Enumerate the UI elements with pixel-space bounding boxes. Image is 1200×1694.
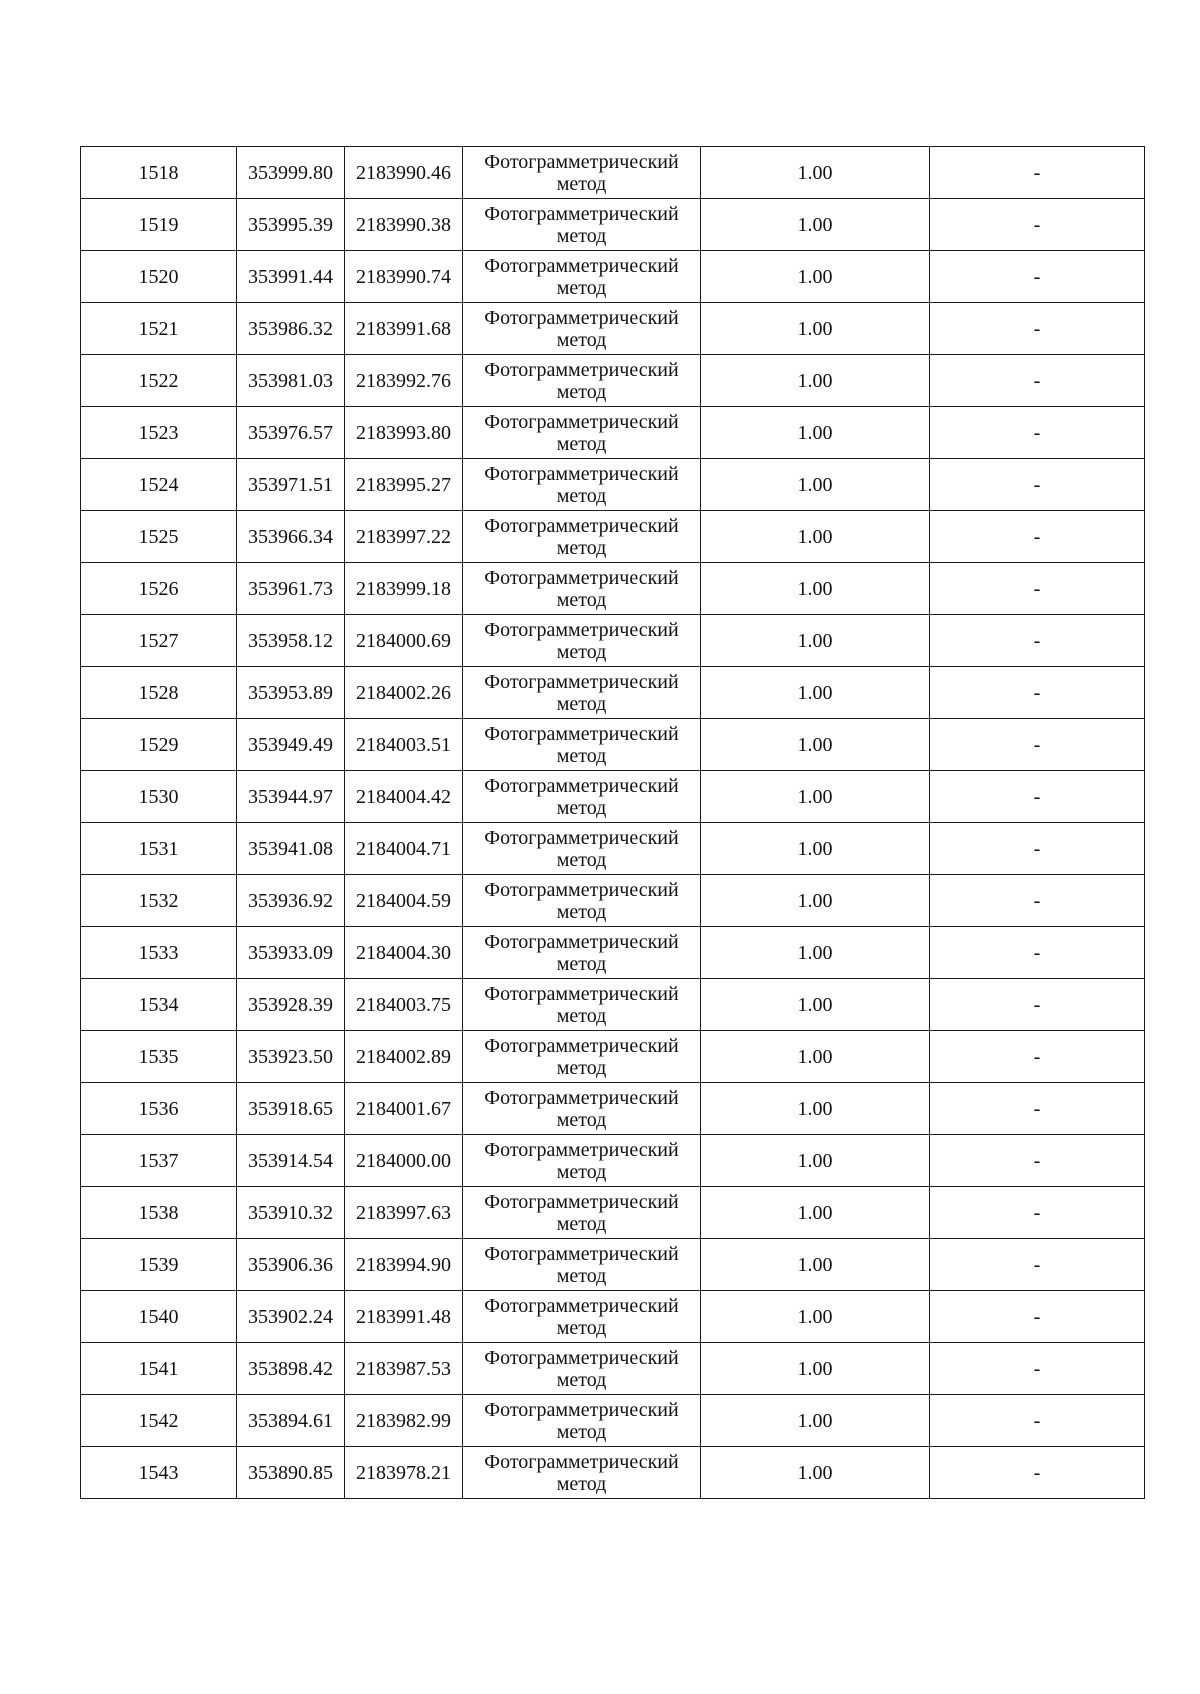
x-coordinate-cell: 353976.57 bbox=[237, 407, 345, 459]
note-cell: - bbox=[930, 1447, 1145, 1499]
method-cell bbox=[463, 1239, 701, 1291]
note-cell: - bbox=[930, 771, 1145, 823]
table-row bbox=[81, 719, 1145, 771]
accuracy-cell: 1.00 bbox=[701, 355, 930, 407]
accuracy-cell: 1.00 bbox=[701, 563, 930, 615]
note-cell: - bbox=[930, 1031, 1145, 1083]
method-cell bbox=[463, 1291, 701, 1343]
note-cell: - bbox=[930, 251, 1145, 303]
table-row bbox=[81, 979, 1145, 1031]
method-line-1: Фотограмметрический bbox=[484, 514, 679, 537]
y-coordinate-cell: 2184004.42 bbox=[345, 771, 463, 823]
y-coordinate-cell: 2183987.53 bbox=[345, 1343, 463, 1395]
table-row bbox=[81, 459, 1145, 511]
accuracy-cell: 1.00 bbox=[701, 1187, 930, 1239]
method-cell bbox=[463, 563, 701, 615]
method-line-2: метод bbox=[556, 588, 607, 611]
method-cell bbox=[463, 199, 701, 251]
method-line-1: Фотограмметрический bbox=[484, 670, 679, 693]
x-coordinate-cell: 353918.65 bbox=[237, 1083, 345, 1135]
method-cell bbox=[463, 1447, 701, 1499]
method-line-1: Фотограмметрический bbox=[484, 1294, 679, 1317]
method-cell bbox=[463, 511, 701, 563]
note-cell: - bbox=[930, 1135, 1145, 1187]
method-line-2: метод bbox=[556, 900, 607, 923]
y-coordinate-cell: 2183990.74 bbox=[345, 251, 463, 303]
point-number-cell: 1533 bbox=[81, 927, 237, 979]
point-number-cell: 1534 bbox=[81, 979, 237, 1031]
y-coordinate-cell: 2184004.71 bbox=[345, 823, 463, 875]
table-row bbox=[81, 355, 1145, 407]
x-coordinate-cell: 353933.09 bbox=[237, 927, 345, 979]
method-line-2: метод bbox=[556, 640, 607, 663]
method-line-2: метод bbox=[556, 224, 607, 247]
method-line-2: метод bbox=[556, 1212, 607, 1235]
x-coordinate-cell: 353966.34 bbox=[237, 511, 345, 563]
note-cell: - bbox=[930, 1291, 1145, 1343]
method-line-1: Фотограмметрический bbox=[484, 410, 679, 433]
table-row bbox=[81, 1083, 1145, 1135]
note-cell: - bbox=[930, 875, 1145, 927]
x-coordinate-cell: 353894.61 bbox=[237, 1395, 345, 1447]
method-cell bbox=[463, 979, 701, 1031]
point-number-cell: 1543 bbox=[81, 1447, 237, 1499]
y-coordinate-cell: 2183990.38 bbox=[345, 199, 463, 251]
accuracy-cell: 1.00 bbox=[701, 979, 930, 1031]
x-coordinate-cell: 353953.89 bbox=[237, 667, 345, 719]
point-number-cell: 1537 bbox=[81, 1135, 237, 1187]
x-coordinate-cell: 353923.50 bbox=[237, 1031, 345, 1083]
x-coordinate-cell: 353991.44 bbox=[237, 251, 345, 303]
y-coordinate-cell: 2183992.76 bbox=[345, 355, 463, 407]
method-line-2: метод bbox=[556, 1004, 607, 1027]
y-coordinate-cell: 2183991.68 bbox=[345, 303, 463, 355]
x-coordinate-cell: 353958.12 bbox=[237, 615, 345, 667]
point-number-cell: 1520 bbox=[81, 251, 237, 303]
accuracy-cell: 1.00 bbox=[701, 1447, 930, 1499]
y-coordinate-cell: 2183991.48 bbox=[345, 1291, 463, 1343]
note-cell: - bbox=[930, 667, 1145, 719]
note-cell: - bbox=[930, 979, 1145, 1031]
method-cell bbox=[463, 875, 701, 927]
method-line-2: метод bbox=[556, 796, 607, 819]
note-cell: - bbox=[930, 355, 1145, 407]
table-row bbox=[81, 511, 1145, 563]
y-coordinate-cell: 2183994.90 bbox=[345, 1239, 463, 1291]
note-cell: - bbox=[930, 1343, 1145, 1395]
note-cell: - bbox=[930, 563, 1145, 615]
y-coordinate-cell: 2184002.26 bbox=[345, 667, 463, 719]
method-line-1: Фотограмметрический bbox=[484, 878, 679, 901]
x-coordinate-cell: 353902.24 bbox=[237, 1291, 345, 1343]
y-coordinate-cell: 2184000.00 bbox=[345, 1135, 463, 1187]
method-line-2: метод bbox=[556, 328, 607, 351]
method-line-1: Фотограмметрический bbox=[484, 254, 679, 277]
method-line-1: Фотограмметрический bbox=[484, 462, 679, 485]
accuracy-cell: 1.00 bbox=[701, 147, 930, 199]
point-number-cell: 1541 bbox=[81, 1343, 237, 1395]
point-number-cell: 1540 bbox=[81, 1291, 237, 1343]
point-number-cell: 1535 bbox=[81, 1031, 237, 1083]
method-cell bbox=[463, 1187, 701, 1239]
table-row bbox=[81, 615, 1145, 667]
x-coordinate-cell: 353910.32 bbox=[237, 1187, 345, 1239]
method-line-1: Фотограмметрический bbox=[484, 774, 679, 797]
accuracy-cell: 1.00 bbox=[701, 771, 930, 823]
x-coordinate-cell: 353906.36 bbox=[237, 1239, 345, 1291]
point-number-cell: 1522 bbox=[81, 355, 237, 407]
point-number-cell: 1536 bbox=[81, 1083, 237, 1135]
point-number-cell: 1519 bbox=[81, 199, 237, 251]
accuracy-cell: 1.00 bbox=[701, 251, 930, 303]
note-cell: - bbox=[930, 615, 1145, 667]
accuracy-cell: 1.00 bbox=[701, 1343, 930, 1395]
method-line-2: метод bbox=[556, 536, 607, 559]
method-cell bbox=[463, 823, 701, 875]
method-line-2: метод bbox=[556, 1264, 607, 1287]
method-cell bbox=[463, 771, 701, 823]
method-line-2: метод bbox=[556, 1368, 607, 1391]
point-number-cell: 1524 bbox=[81, 459, 237, 511]
y-coordinate-cell: 2183990.46 bbox=[345, 147, 463, 199]
x-coordinate-cell: 353936.92 bbox=[237, 875, 345, 927]
accuracy-cell: 1.00 bbox=[701, 1395, 930, 1447]
y-coordinate-cell: 2184003.51 bbox=[345, 719, 463, 771]
method-cell bbox=[463, 407, 701, 459]
method-cell bbox=[463, 1135, 701, 1187]
accuracy-cell: 1.00 bbox=[701, 511, 930, 563]
method-line-1: Фотограмметрический bbox=[484, 1086, 679, 1109]
note-cell: - bbox=[930, 823, 1145, 875]
method-line-1: Фотограмметрический bbox=[484, 150, 679, 173]
y-coordinate-cell: 2184002.89 bbox=[345, 1031, 463, 1083]
y-coordinate-cell: 2183997.22 bbox=[345, 511, 463, 563]
method-line-1: Фотограмметрический bbox=[484, 306, 679, 329]
accuracy-cell: 1.00 bbox=[701, 719, 930, 771]
table-row bbox=[81, 667, 1145, 719]
point-number-cell: 1532 bbox=[81, 875, 237, 927]
table-row bbox=[81, 147, 1145, 199]
x-coordinate-cell: 353999.80 bbox=[237, 147, 345, 199]
table-row bbox=[81, 1135, 1145, 1187]
note-cell: - bbox=[930, 511, 1145, 563]
method-line-1: Фотограмметрический bbox=[484, 722, 679, 745]
point-number-cell: 1531 bbox=[81, 823, 237, 875]
method-cell bbox=[463, 355, 701, 407]
method-line-2: метод bbox=[556, 1472, 607, 1495]
method-line-1: Фотограмметрический bbox=[484, 358, 679, 381]
accuracy-cell: 1.00 bbox=[701, 459, 930, 511]
table-row bbox=[81, 303, 1145, 355]
method-line-1: Фотограмметрический bbox=[484, 1242, 679, 1265]
coordinates-table-body bbox=[81, 147, 1145, 1499]
method-line-1: Фотограмметрический bbox=[484, 1346, 679, 1369]
method-cell bbox=[463, 1343, 701, 1395]
accuracy-cell: 1.00 bbox=[701, 303, 930, 355]
method-line-2: метод bbox=[556, 1108, 607, 1131]
table-row bbox=[81, 1239, 1145, 1291]
method-line-2: метод bbox=[556, 484, 607, 507]
method-line-2: метод bbox=[556, 744, 607, 767]
y-coordinate-cell: 2183978.21 bbox=[345, 1447, 463, 1499]
accuracy-cell: 1.00 bbox=[701, 1135, 930, 1187]
x-coordinate-cell: 353995.39 bbox=[237, 199, 345, 251]
accuracy-cell: 1.00 bbox=[701, 667, 930, 719]
x-coordinate-cell: 353986.32 bbox=[237, 303, 345, 355]
method-line-2: метод bbox=[556, 380, 607, 403]
x-coordinate-cell: 353949.49 bbox=[237, 719, 345, 771]
method-line-2: метод bbox=[556, 432, 607, 455]
note-cell: - bbox=[930, 199, 1145, 251]
table-row bbox=[81, 1291, 1145, 1343]
method-line-2: метод bbox=[556, 1420, 607, 1443]
method-line-2: метод bbox=[556, 276, 607, 299]
y-coordinate-cell: 2183982.99 bbox=[345, 1395, 463, 1447]
accuracy-cell: 1.00 bbox=[701, 199, 930, 251]
method-cell bbox=[463, 147, 701, 199]
method-line-1: Фотограмметрический bbox=[484, 618, 679, 641]
method-cell bbox=[463, 927, 701, 979]
note-cell: - bbox=[930, 1083, 1145, 1135]
accuracy-cell: 1.00 bbox=[701, 1291, 930, 1343]
x-coordinate-cell: 353914.54 bbox=[237, 1135, 345, 1187]
method-line-2: метод bbox=[556, 1056, 607, 1079]
table-row bbox=[81, 875, 1145, 927]
table-row bbox=[81, 1031, 1145, 1083]
point-number-cell: 1542 bbox=[81, 1395, 237, 1447]
table-row bbox=[81, 1343, 1145, 1395]
method-line-2: метод bbox=[556, 848, 607, 871]
point-number-cell: 1528 bbox=[81, 667, 237, 719]
accuracy-cell: 1.00 bbox=[701, 615, 930, 667]
point-number-cell: 1539 bbox=[81, 1239, 237, 1291]
y-coordinate-cell: 2184004.30 bbox=[345, 927, 463, 979]
method-cell bbox=[463, 1395, 701, 1447]
note-cell: - bbox=[930, 407, 1145, 459]
note-cell: - bbox=[930, 147, 1145, 199]
method-line-1: Фотограмметрический bbox=[484, 1138, 679, 1161]
accuracy-cell: 1.00 bbox=[701, 1083, 930, 1135]
y-coordinate-cell: 2184003.75 bbox=[345, 979, 463, 1031]
point-number-cell: 1538 bbox=[81, 1187, 237, 1239]
table-row bbox=[81, 1395, 1145, 1447]
method-line-1: Фотограмметрический bbox=[484, 202, 679, 225]
x-coordinate-cell: 353981.03 bbox=[237, 355, 345, 407]
point-number-cell: 1530 bbox=[81, 771, 237, 823]
table-row bbox=[81, 927, 1145, 979]
method-line-2: метод bbox=[556, 952, 607, 975]
accuracy-cell: 1.00 bbox=[701, 1031, 930, 1083]
accuracy-cell: 1.00 bbox=[701, 823, 930, 875]
x-coordinate-cell: 353941.08 bbox=[237, 823, 345, 875]
method-line-1: Фотограмметрический bbox=[484, 826, 679, 849]
accuracy-cell: 1.00 bbox=[701, 875, 930, 927]
x-coordinate-cell: 353944.97 bbox=[237, 771, 345, 823]
note-cell: - bbox=[930, 719, 1145, 771]
x-coordinate-cell: 353971.51 bbox=[237, 459, 345, 511]
method-line-1: Фотограмметрический bbox=[484, 1190, 679, 1213]
method-line-1: Фотограмметрический bbox=[484, 1398, 679, 1421]
y-coordinate-cell: 2184004.59 bbox=[345, 875, 463, 927]
y-coordinate-cell: 2184000.69 bbox=[345, 615, 463, 667]
method-line-1: Фотограмметрический bbox=[484, 930, 679, 953]
coordinates-table bbox=[80, 146, 1145, 1499]
point-number-cell: 1518 bbox=[81, 147, 237, 199]
method-cell bbox=[463, 615, 701, 667]
point-number-cell: 1521 bbox=[81, 303, 237, 355]
point-number-cell: 1526 bbox=[81, 563, 237, 615]
method-cell bbox=[463, 251, 701, 303]
y-coordinate-cell: 2183997.63 bbox=[345, 1187, 463, 1239]
table-row bbox=[81, 563, 1145, 615]
y-coordinate-cell: 2184001.67 bbox=[345, 1083, 463, 1135]
method-cell bbox=[463, 1083, 701, 1135]
accuracy-cell: 1.00 bbox=[701, 927, 930, 979]
method-line-2: метод bbox=[556, 1160, 607, 1183]
method-line-1: Фотограмметрический bbox=[484, 566, 679, 589]
y-coordinate-cell: 2183993.80 bbox=[345, 407, 463, 459]
table-row bbox=[81, 199, 1145, 251]
method-line-1: Фотограмметрический bbox=[484, 1034, 679, 1057]
table-row bbox=[81, 407, 1145, 459]
accuracy-cell: 1.00 bbox=[701, 1239, 930, 1291]
note-cell: - bbox=[930, 1395, 1145, 1447]
method-line-1: Фотограмметрический bbox=[484, 1450, 679, 1473]
method-cell bbox=[463, 459, 701, 511]
method-cell bbox=[463, 1031, 701, 1083]
point-number-cell: 1529 bbox=[81, 719, 237, 771]
method-line-2: метод bbox=[556, 172, 607, 195]
y-coordinate-cell: 2183999.18 bbox=[345, 563, 463, 615]
method-line-2: метод bbox=[556, 1316, 607, 1339]
method-cell bbox=[463, 667, 701, 719]
method-cell bbox=[463, 719, 701, 771]
x-coordinate-cell: 353898.42 bbox=[237, 1343, 345, 1395]
accuracy-cell: 1.00 bbox=[701, 407, 930, 459]
table-row bbox=[81, 1187, 1145, 1239]
table-row bbox=[81, 251, 1145, 303]
note-cell: - bbox=[930, 927, 1145, 979]
method-line-1: Фотограмметрический bbox=[484, 982, 679, 1005]
method-line-2: метод bbox=[556, 692, 607, 715]
point-number-cell: 1527 bbox=[81, 615, 237, 667]
point-number-cell: 1523 bbox=[81, 407, 237, 459]
note-cell: - bbox=[930, 1239, 1145, 1291]
note-cell: - bbox=[930, 303, 1145, 355]
method-cell bbox=[463, 303, 701, 355]
note-cell: - bbox=[930, 459, 1145, 511]
y-coordinate-cell: 2183995.27 bbox=[345, 459, 463, 511]
x-coordinate-cell: 353890.85 bbox=[237, 1447, 345, 1499]
table-row bbox=[81, 771, 1145, 823]
table-row bbox=[81, 1447, 1145, 1499]
point-number-cell: 1525 bbox=[81, 511, 237, 563]
x-coordinate-cell: 353928.39 bbox=[237, 979, 345, 1031]
table-row bbox=[81, 823, 1145, 875]
note-cell: - bbox=[930, 1187, 1145, 1239]
x-coordinate-cell: 353961.73 bbox=[237, 563, 345, 615]
